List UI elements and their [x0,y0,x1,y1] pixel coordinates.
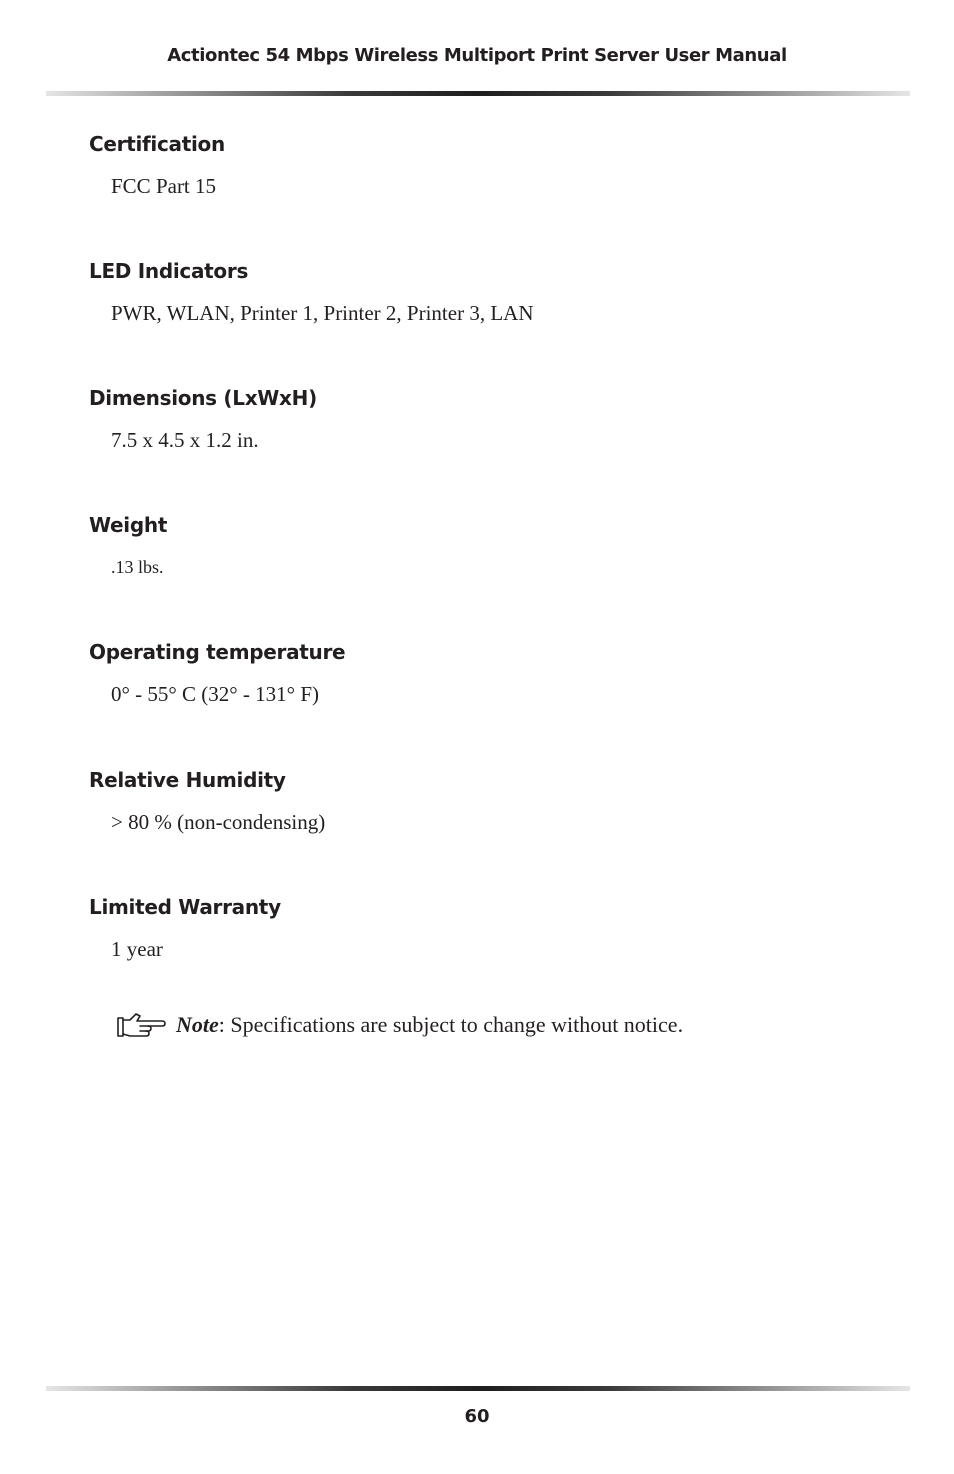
note-text: : Specifications are subject to change without notice. [218,1012,684,1037]
spec-relative-humidity [89,768,325,834]
spec-heading: Dimensions (LxWxH) [89,386,317,410]
spec-limited-warranty [89,895,281,961]
note-label: Note [176,1012,219,1037]
note-callout [116,1008,683,1042]
spec-certification [89,132,225,198]
spec-heading: Operating temperature [89,640,346,664]
spec-value: 0° - 55° C (32° - 131° F) [111,682,320,706]
spec-value: FCC Part 15 [111,174,217,198]
spec-value: 1 year [111,937,163,961]
spec-led-indicators [89,259,533,325]
spec-operating-temperature [89,640,345,706]
spec-value: 7.5 x 4.5 x 1.2 in. [111,428,259,452]
spec-value: .13 lbs. [111,557,164,577]
page-number: 60 [464,1406,490,1427]
spec-heading: LED Indicators [89,259,249,283]
spec-heading: Relative Humidity [89,768,286,792]
spec-value: PWR, WLAN, Printer 1, Printer 2, Printer 3, LAN [111,301,534,325]
spec-heading: Limited Warranty [89,895,281,919]
footer-divider [46,1386,910,1391]
spec-dimensions [89,386,317,452]
spec-weight [89,513,167,579]
spec-value: > 80 % (non-condensing) [111,810,326,834]
pointing-hand-icon [116,1008,168,1042]
spec-heading: Certification [89,132,225,156]
header-divider [46,91,910,96]
document-header-title: Actiontec 54 Mbps Wireless Multiport Print Server User Manual [167,45,787,66]
spec-heading: Weight [89,513,168,537]
